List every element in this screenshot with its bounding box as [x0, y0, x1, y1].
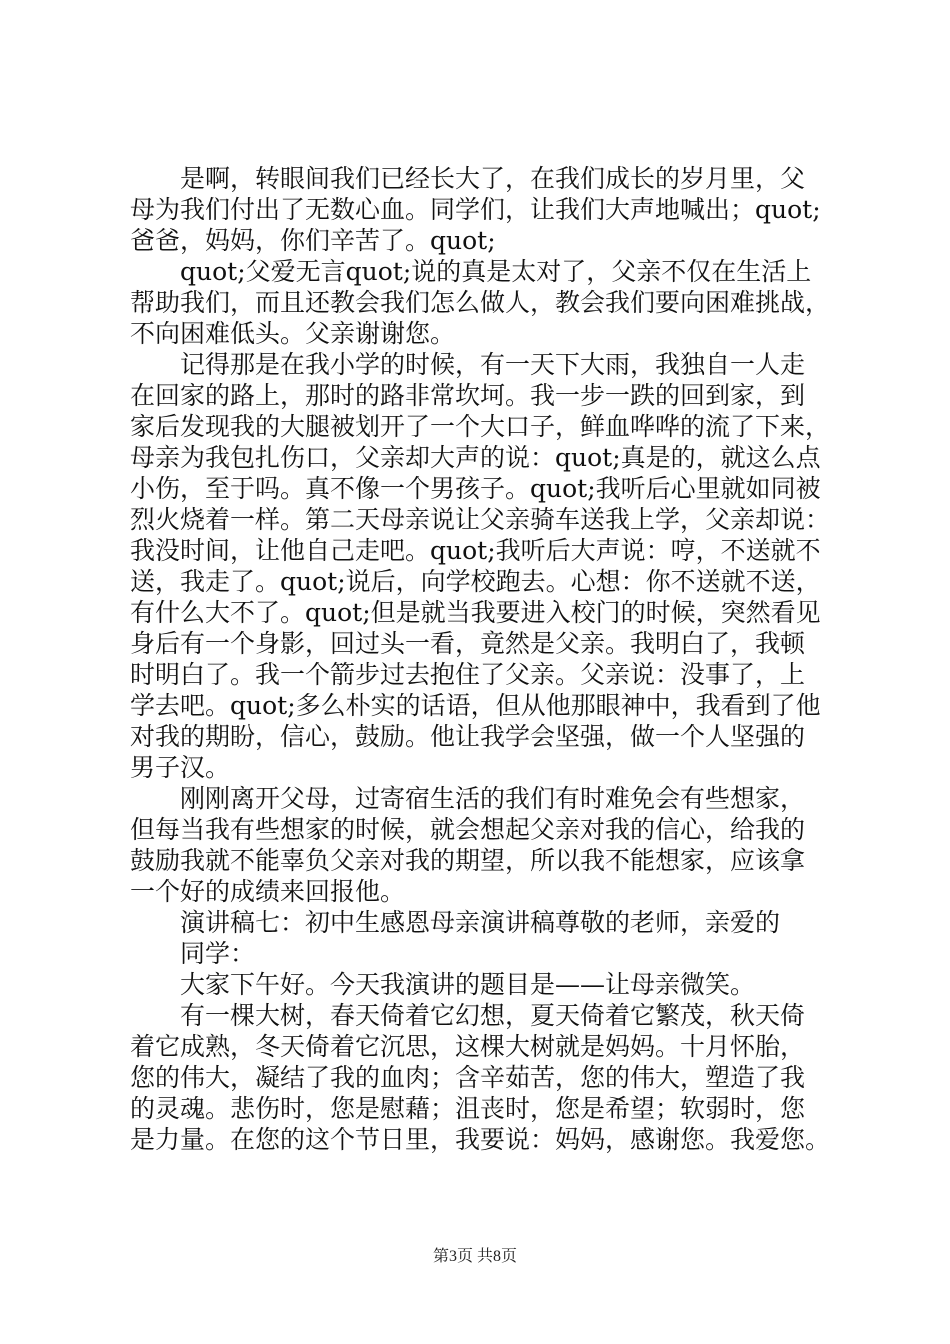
- text-line: 您的伟大，凝结了我的血肉；含辛茹苦，您的伟大，塑造了我: [130, 1063, 806, 1092]
- text-line: quot;父爱无言quot;说的真是太对了，父亲不仅在生活上: [180, 257, 812, 286]
- text-line: 记得那是在我小学的时候，有一天下大雨，我独自一人走: [180, 350, 806, 379]
- text-line: 我没时间，让他自己走吧。quot;我听后大声说：哼，不送就不: [130, 536, 821, 565]
- text-line: 对我的期盼，信心，鼓励。他让我学会坚强，做一个人坚强的: [130, 722, 806, 751]
- text-line: 家后发现我的大腿被划开了一个大口子，鲜血哗哗的流了下来，: [130, 412, 831, 441]
- text-line: 刚刚离开父母，过寄宿生活的我们有时难免会有些想家，: [180, 784, 806, 813]
- page-footer: 第3页 共8页: [432, 1248, 517, 1265]
- text-line: 帮助我们，而且还教会我们怎么做人，教会我们要向困难挑战，: [130, 288, 831, 317]
- text-line: 是啊，转眼间我们已经长大了，在我们成长的岁月里，父: [180, 164, 806, 193]
- text-line: 大家下午好。今天我演讲的题目是——让母亲微笑。: [180, 970, 756, 999]
- text-line: 在回家的路上，那时的路非常坎坷。我一步一跌的回到家，到: [130, 381, 806, 410]
- text-line: 送，我走了。quot;说后，向学校跑去。心想：你不送就不送，: [130, 567, 821, 596]
- document-body: [130, 163, 850, 1155]
- text-line: 着它成熟，冬天倚着它沉思，这棵大树就是妈妈。十月怀胎，: [130, 1032, 806, 1061]
- text-line: 鼓励我就不能辜负父亲对我的期望，所以我不能想家，应该拿: [130, 846, 806, 875]
- text-line: 有什么大不了。quot;但是就当我要进入校门的时候，突然看见: [130, 598, 821, 627]
- text-line: 爸爸，妈妈，你们辛苦了。quot;: [130, 226, 496, 255]
- text-line: 是力量。在您的这个节日里，我要说：妈妈，感谢您。我爱您。: [130, 1125, 831, 1154]
- text-line: 不向困难低头。父亲谢谢您。: [130, 319, 456, 348]
- text-line: 的灵魂。悲伤时，您是慰藉；沮丧时，您是希望；软弱时，您: [130, 1094, 806, 1123]
- text-line: 小伤，至于吗。真不像一个男孩子。quot;我听后心里就如同被: [130, 474, 821, 503]
- text-line: 身后有一个身影，回过头一看，竟然是父亲。我明白了，我顿: [130, 629, 806, 658]
- text-line: 男子汉。: [130, 753, 231, 782]
- text-line: 烈火烧着一样。第二天母亲说让父亲骑车送我上学，父亲却说：: [130, 505, 831, 534]
- text-line: 但每当我有些想家的时候，就会想起父亲对我的信心，给我的: [130, 815, 806, 844]
- text-line: 母亲为我包扎伤口，父亲却大声的说：quot;真是的，就这么点: [130, 443, 821, 472]
- text-line: 同学：: [180, 939, 256, 968]
- text-line: 一个好的成绩来回报他。: [130, 877, 406, 906]
- text-line: 有一棵大树，春天倚着它幻想，夏天倚着它繁茂，秋天倚: [180, 1001, 806, 1030]
- text-line: 母为我们付出了无数心血。同学们，让我们大声地喊出；quot;: [130, 195, 821, 224]
- text-line: 演讲稿七：初中生感恩母亲演讲稿尊敬的老师，亲爱的: [180, 908, 781, 937]
- text-line: 时明白了。我一个箭步过去抱住了父亲。父亲说：没事了，上: [130, 660, 806, 689]
- text-line: 学去吧。quot;多么朴实的话语，但从他那眼神中，我看到了他: [130, 691, 821, 720]
